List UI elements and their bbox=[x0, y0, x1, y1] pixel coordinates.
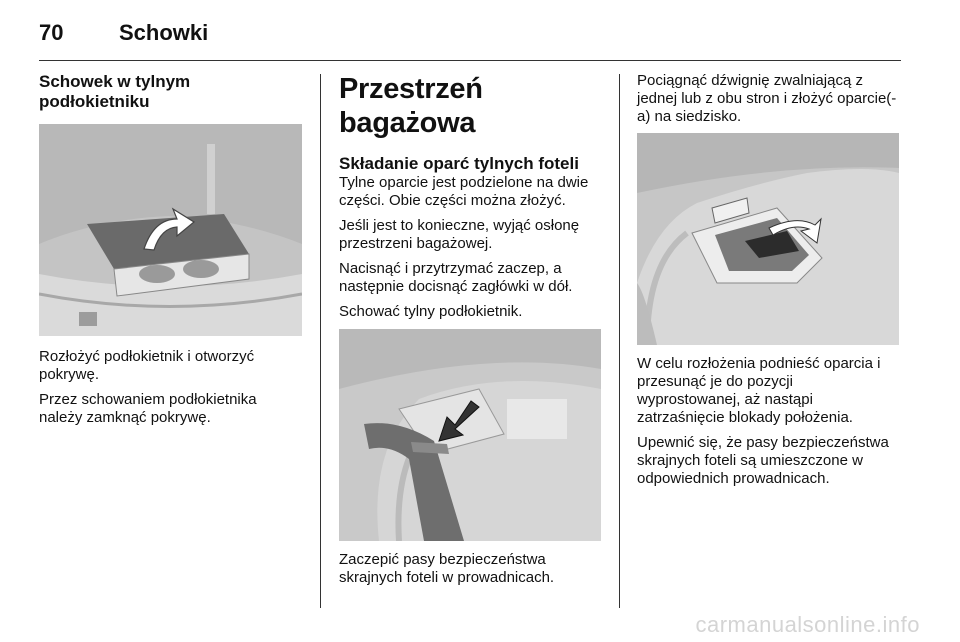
header-rule bbox=[39, 60, 901, 61]
armrest-text: Przez schowaniem podłokietnika należy zamknąć pokrywę. bbox=[39, 391, 257, 426]
seatbelt-caption: Zaczepić pasy bezpieczeństwa skrajnych foteli w prowadnicach. bbox=[339, 551, 555, 586]
armrest-heading: Schowek w tylnym podłokietniku bbox=[39, 72, 191, 111]
belt-check-text: Upewnić się, że pasy bezpieczeństwa skrajnych foteli są umieszczone w odpowiednich prowadnicach. bbox=[637, 434, 889, 487]
seatbelt-guide-illustration bbox=[339, 329, 601, 541]
column-3 bbox=[637, 72, 899, 495]
armrest-caption: Rozłożyć podłokietnik i otworzyć pokrywę. bbox=[39, 348, 255, 383]
column-2 bbox=[339, 72, 605, 594]
unfold-text: W celu rozłożenia podnieść oparcia i przesunąć je do pozycji wyprostowanej, aż nastąpi zatrzaśnięcie blokady położenia. bbox=[637, 355, 881, 426]
release-lever-text: Pociągnąć dźwignię zwalniającą z jednej lub z obu stron i złożyć oparcie(-a) na siedzisko. bbox=[637, 72, 897, 125]
luggage-title: Przestrzeń bagażowa bbox=[339, 73, 483, 139]
folding-p1: Tylne oparcie jest podzielone na dwie części. Obie części można złożyć. bbox=[339, 174, 589, 209]
folding-subtitle: Składanie oparć tylnych foteli bbox=[339, 154, 579, 173]
column-divider-2 bbox=[619, 74, 620, 608]
watermark: carmanualsonline.info bbox=[695, 612, 920, 637]
folding-p2: Jeśli jest to konieczne, wyjąć osłonę przestrzeni bagażowej. bbox=[339, 217, 580, 252]
armrest-illustration bbox=[39, 124, 302, 336]
column-divider-1 bbox=[320, 74, 321, 608]
section-title: Schowki bbox=[119, 20, 209, 45]
column-1 bbox=[39, 72, 303, 434]
folding-p4: Schować tylny podłokietnik. bbox=[339, 303, 523, 320]
release-lever-illustration bbox=[637, 133, 899, 345]
folding-p3: Nacisnąć i przytrzymać zaczep, a następnie docisnąć zagłówki w dół. bbox=[339, 260, 573, 295]
page-number: 70 bbox=[39, 20, 64, 45]
